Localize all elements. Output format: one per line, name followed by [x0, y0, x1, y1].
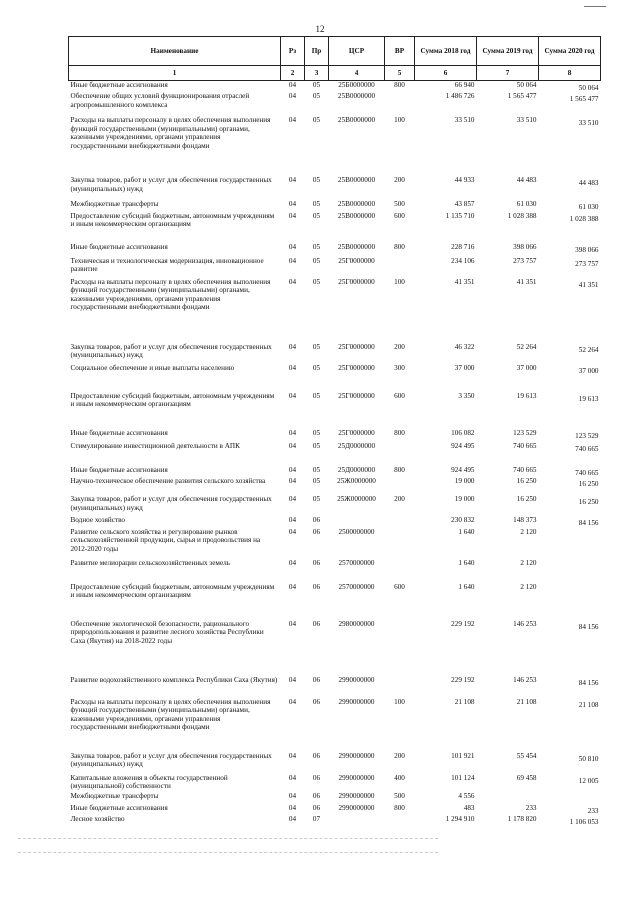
row-sum-2020: 398 066 — [575, 245, 599, 254]
row-rz: 04 — [288, 363, 297, 372]
row-sum-2019: 2 120 — [520, 558, 537, 567]
row-name: Научно-техническое обеспечение развития сельского хозяйства — [70, 477, 266, 486]
table-row — [69, 92, 601, 116]
header-sum-2018: Сумма 2018 год — [415, 37, 477, 66]
row-pr: 06 — [312, 697, 321, 706]
row-vr: 100 — [394, 697, 405, 706]
row-sum-2019: 1 178 820 — [507, 815, 537, 824]
row-sum-2020: 84 156 — [578, 519, 599, 528]
row-name: Развитие водохозяйственного комплекса Республики Саха (Якутия) — [70, 675, 278, 684]
row-sum-2018: 234 106 — [451, 256, 475, 265]
row-sum-2020 — [539, 559, 601, 583]
row-csr: 25В0000000 — [337, 116, 376, 125]
row-rz: 04 — [288, 773, 297, 782]
table-row — [69, 176, 601, 200]
row-name: Социальное обеспечение и иные выплаты населению — [70, 363, 235, 372]
row-name: Техническая и технологическая модернизация, инновационное развитие — [70, 256, 264, 274]
row-pr: 05 — [312, 256, 321, 265]
row-name: Предоставление субсидий бюджетным, автономным учреждениям и иным некоммерческим организациям — [70, 391, 275, 409]
row-csr: 25В0000000 — [337, 242, 376, 251]
row-sum-2018: 228 716 — [451, 242, 475, 251]
row-sum-2019: 233 — [525, 803, 537, 812]
row-sum-2018: 229 192 — [451, 675, 475, 684]
row-pr: 06 — [312, 619, 321, 628]
column-number: 6 — [415, 66, 477, 81]
row-rz: 04 — [288, 465, 297, 474]
row-sum-2019: 37 000 — [516, 363, 537, 372]
row-sum-2020: 21 108 — [578, 700, 599, 709]
row-pr: 05 — [312, 363, 321, 372]
header-sum-2019: Сумма 2019 год — [477, 37, 539, 66]
row-name: Закупка товаров, работ и услуг для обеспечения государственных (муниципальных) нужд — [70, 751, 272, 769]
column-number: 3 — [305, 66, 329, 81]
row-sum-2018: 19 000 — [454, 477, 475, 486]
row-name: Обеспечение общих условий функционирования отраслей агропромышленного комплекса — [70, 92, 250, 109]
row-name: Межбюджетные трансферты — [70, 791, 159, 800]
row-name: Расходы на выплаты персоналу в целях обеспечения выполнения функций государственными (муниципальными) органами, казенными учреждениями, органами управления государственными внебюджетными фондами — [70, 697, 271, 732]
row-sum-2020: 44 483 — [578, 179, 599, 188]
row-sum-2020: 16 250 — [578, 480, 599, 489]
row-sum-2019: 16 250 — [516, 495, 537, 504]
row-csr: 25Г0000000 — [338, 428, 375, 437]
column-number: 5 — [385, 66, 415, 81]
row-rz: 04 — [288, 342, 297, 351]
row-name: Расходы на выплаты персоналу в целях обеспечения выполнения функций государственными (муниципальными) органами, казенными учреждениями, органами управления государственными внебюджетными фондами — [70, 277, 271, 312]
row-sum-2020: 1 565 477 — [569, 95, 599, 104]
row-rz: 04 — [288, 815, 297, 824]
row-csr: 25В0000000 — [337, 211, 376, 220]
row-vr: 400 — [394, 773, 405, 782]
row-rz: 04 — [288, 791, 297, 800]
row-rz: 04 — [288, 391, 297, 400]
row-vr: 600 — [394, 582, 405, 591]
row-sum-2019: 21 108 — [516, 697, 537, 706]
row-pr: 06 — [312, 558, 321, 567]
row-pr: 05 — [312, 116, 321, 125]
row-sum-2019: 16 250 — [516, 477, 537, 486]
row-pr: 05 — [312, 441, 321, 450]
row-pr: 05 — [312, 391, 321, 400]
row-rz: 04 — [288, 242, 297, 251]
table-row — [69, 364, 601, 392]
row-csr — [329, 815, 385, 826]
row-name: Водное хозяйство — [70, 516, 126, 525]
table-row — [69, 583, 601, 620]
table-row — [69, 804, 601, 815]
row-sum-2018: 1 640 — [458, 527, 475, 536]
row-sum-2020 — [539, 583, 601, 620]
row-csr: 25Ж0000000 — [337, 495, 376, 504]
row-sum-2019: 398 066 — [513, 242, 537, 251]
header-pr: Пр — [305, 37, 329, 66]
row-pr: 05 — [312, 92, 321, 101]
row-sum-2018: 21 108 — [454, 697, 475, 706]
row-sum-2020 — [539, 528, 601, 559]
row-csr: 25В0000000 — [337, 200, 376, 209]
row-name: Стимулирование инвестиционной деятельности в АПК — [70, 441, 240, 450]
table-row — [69, 620, 601, 676]
row-rz: 04 — [288, 428, 297, 437]
row-rz: 04 — [288, 116, 297, 125]
row-csr: 25Г0000000 — [338, 256, 375, 265]
row-rz: 04 — [288, 619, 297, 628]
row-vr: 200 — [394, 751, 405, 760]
row-sum-2020: 33 510 — [578, 119, 599, 128]
page-number: 12 — [315, 24, 325, 34]
row-csr: 25В0000000 — [337, 176, 376, 185]
table-row — [69, 559, 601, 583]
row-sum-2018: 37 000 — [454, 363, 475, 372]
table-row — [69, 200, 601, 211]
row-sum-2019: 123 529 — [513, 428, 537, 437]
row-vr: 600 — [394, 391, 405, 400]
row-name: Закупка товаров, работ и услуг для обеспечения государственных (муниципальных) нужд — [70, 495, 272, 512]
row-pr: 06 — [312, 582, 321, 591]
row-rz: 04 — [288, 751, 297, 760]
row-rz: 04 — [288, 176, 297, 185]
table-row — [69, 442, 601, 466]
table-row — [69, 243, 601, 257]
row-vr: 800 — [394, 465, 405, 474]
table-row — [69, 477, 601, 495]
row-vr — [385, 477, 415, 495]
column-number: 2 — [281, 66, 305, 81]
row-name: Предоставление субсидий бюджетным, автономным учреждениям и иным некоммерческим организациям — [70, 211, 275, 229]
row-rz: 04 — [288, 495, 297, 504]
row-rz: 04 — [288, 803, 297, 812]
row-sum-2020: 50 810 — [578, 754, 599, 763]
table-row — [69, 278, 601, 343]
row-name: Закупка товаров, работ и услуг для обеспечения государственных (муниципальных) нужд — [70, 342, 272, 360]
row-vr — [385, 815, 415, 826]
row-csr: 2570000000 — [338, 582, 375, 591]
row-rz: 04 — [288, 558, 297, 567]
column-number: 4 — [329, 66, 385, 81]
row-rz: 04 — [288, 516, 297, 525]
row-name: Обеспечение экологической безопасности, рационального природопользования и развитие лесного хозяйства Республики Саха (Якутия) на 2018-2022 годы — [70, 619, 264, 645]
row-pr: 05 — [312, 176, 321, 185]
table-row — [69, 752, 601, 774]
row-csr: 25Д0000000 — [337, 465, 376, 474]
row-rz: 04 — [288, 441, 297, 450]
row-vr: 600 — [394, 211, 405, 220]
row-pr: 06 — [312, 773, 321, 782]
row-pr: 05 — [312, 211, 321, 220]
row-sum-2018: 44 933 — [454, 176, 475, 185]
row-csr: 25В0000000 — [337, 92, 376, 101]
row-rz: 04 — [288, 477, 297, 486]
row-pr: 05 — [312, 428, 321, 437]
row-sum-2019: 50 064 — [516, 81, 537, 89]
table-row — [69, 774, 601, 792]
row-sum-2020 — [539, 792, 601, 804]
row-csr: 2980000000 — [338, 619, 375, 628]
row-name: Предоставление субсидий бюджетным, автономным учреждениям и иным некоммерческим организациям — [70, 582, 275, 600]
row-csr: 2990000000 — [338, 675, 375, 684]
scan-mark — [584, 6, 606, 7]
row-sum-2020: 50 064 — [578, 84, 599, 92]
row-sum-2019: 2 120 — [520, 582, 537, 591]
table-row — [69, 698, 601, 752]
table-row — [69, 495, 601, 516]
row-sum-2020: 37 000 — [578, 366, 599, 375]
row-csr: 25Г0000000 — [338, 342, 375, 351]
row-sum-2018: 229 192 — [451, 619, 475, 628]
table-row — [69, 212, 601, 243]
row-sum-2020: 84 156 — [578, 678, 599, 687]
row-sum-2019: 2 120 — [520, 527, 537, 536]
row-sum-2019: 33 510 — [516, 116, 537, 125]
row-sum-2019: 146 253 — [513, 619, 537, 628]
row-sum-2018: 43 857 — [454, 200, 475, 209]
header-sum-2020: Сумма 2020 год — [539, 37, 601, 66]
row-rz: 04 — [288, 582, 297, 591]
row-csr: 2570000000 — [338, 558, 375, 567]
row-sum-2019: 740 665 — [513, 465, 537, 474]
table-row — [69, 392, 601, 429]
row-csr: 2990000000 — [338, 773, 375, 782]
column-number: 1 — [69, 66, 281, 81]
row-vr: 800 — [394, 428, 405, 437]
row-pr: 05 — [312, 495, 321, 504]
row-sum-2018: 101 124 — [451, 773, 475, 782]
row-pr: 05 — [312, 277, 321, 286]
row-sum-2018: 1 486 726 — [445, 92, 475, 101]
row-name: Расходы на выплаты персоналу в целях обеспечения выполнения функций государственными (муниципальными) органами, казенными учреждениями, органами управления государственными внебюджетными фондами — [70, 116, 271, 150]
row-vr — [385, 559, 415, 583]
row-sum-2018: 41 351 — [454, 277, 475, 286]
row-sum-2018: 924 495 — [451, 441, 475, 450]
row-sum-2018: 19 000 — [454, 495, 475, 504]
row-csr: 25Г0000000 — [338, 391, 375, 400]
row-sum-2019: 740 665 — [513, 441, 537, 450]
row-name: Капитальные вложения в объекты государственной (муниципальной) собственности — [70, 773, 228, 791]
row-name: Иные бюджетные ассигнования — [70, 803, 168, 812]
row-csr — [329, 516, 385, 527]
row-name: Иные бюджетные ассигнования — [70, 81, 168, 89]
row-pr: 05 — [312, 342, 321, 351]
row-pr: 05 — [312, 477, 321, 486]
row-sum-2020: 12 005 — [578, 776, 599, 785]
row-name: Иные бюджетные ассигнования — [70, 242, 168, 251]
row-sum-2018: 106 082 — [451, 428, 475, 437]
row-sum-2019: 1 565 477 — [507, 92, 537, 101]
row-vr: 500 — [394, 200, 405, 209]
row-sum-2018: 1 640 — [458, 558, 475, 567]
row-rz: 04 — [288, 697, 297, 706]
row-name: Развитие мелиорации сельскохозяйственных земель — [70, 558, 231, 567]
row-sum-2020: 273 757 — [575, 259, 599, 268]
row-sum-2020: 740 665 — [575, 444, 599, 453]
row-vr — [385, 676, 415, 698]
row-vr — [385, 620, 415, 676]
row-csr: 25Д0000000 — [337, 441, 376, 450]
row-pr: 05 — [312, 200, 321, 209]
row-rz: 04 — [288, 675, 297, 684]
row-sum-2018: 924 495 — [451, 465, 475, 474]
row-sum-2020: 84 156 — [578, 622, 599, 631]
row-vr — [385, 516, 415, 527]
row-csr: 25Г0000000 — [338, 363, 375, 372]
row-pr: 06 — [312, 675, 321, 684]
row-sum-2020: 1 028 388 — [569, 214, 599, 223]
row-sum-2019: 146 253 — [513, 675, 537, 684]
row-vr: 800 — [394, 242, 405, 251]
row-csr: 25Б0000000 — [338, 81, 375, 89]
row-csr: 2990000000 — [338, 791, 375, 800]
row-vr: 200 — [394, 495, 405, 504]
row-vr: 800 — [394, 81, 405, 89]
table-row — [69, 676, 601, 698]
row-sum-2019: 41 351 — [516, 277, 537, 286]
row-sum-2020: 41 351 — [578, 280, 599, 289]
table-row — [69, 792, 601, 804]
row-pr: 06 — [312, 751, 321, 760]
row-vr: 100 — [394, 277, 405, 286]
row-vr — [385, 528, 415, 559]
row-sum-2018: 1 640 — [458, 582, 475, 591]
row-pr: 05 — [312, 242, 321, 251]
row-sum-2019 — [477, 792, 539, 804]
row-name: Иные бюджетные ассигнования — [70, 428, 168, 437]
row-sum-2019: 148 373 — [513, 516, 537, 525]
row-pr: 07 — [312, 815, 321, 824]
header-rz: Рз — [281, 37, 305, 66]
row-pr: 05 — [312, 81, 321, 89]
header-csr: ЦСР — [329, 37, 385, 66]
row-sum-2019: 55 454 — [516, 751, 537, 760]
row-name: Межбюджетные трансферты — [70, 200, 159, 209]
header-row — [69, 37, 601, 66]
row-sum-2020: 123 529 — [575, 431, 599, 440]
row-name: Иные бюджетные ассигнования — [70, 465, 168, 474]
row-sum-2020: 52 264 — [578, 345, 599, 354]
row-csr: 2990000000 — [338, 803, 375, 812]
row-vr — [385, 442, 415, 466]
row-sum-2019: 52 264 — [516, 342, 537, 351]
row-pr: 06 — [312, 527, 321, 536]
row-sum-2019: 19 613 — [516, 391, 537, 400]
row-sum-2019: 69 458 — [516, 773, 537, 782]
row-csr: 2990000000 — [338, 751, 375, 760]
table-row — [69, 815, 601, 826]
table-row — [69, 116, 601, 176]
column-number: 7 — [477, 66, 539, 81]
table-row — [69, 466, 601, 477]
row-sum-2019: 273 757 — [513, 256, 537, 265]
column-number-row — [69, 66, 601, 81]
table-row — [69, 343, 601, 364]
row-sum-2018: 1 135 710 — [445, 211, 475, 220]
row-sum-2018: 230 832 — [451, 516, 475, 525]
table-row — [69, 528, 601, 559]
row-sum-2018: 483 — [463, 803, 475, 812]
header-name: Наименование — [69, 37, 281, 66]
row-rz: 04 — [288, 527, 297, 536]
row-pr: 05 — [312, 465, 321, 474]
table-row — [69, 429, 601, 442]
row-vr: 100 — [394, 116, 405, 125]
row-csr: 25Ж0000000 — [337, 477, 376, 486]
row-sum-2018: 66 940 — [454, 81, 475, 89]
row-rz: 04 — [288, 256, 297, 265]
row-sum-2018: 101 921 — [451, 751, 475, 760]
row-sum-2019: 1 028 388 — [507, 211, 537, 220]
row-vr: 200 — [394, 342, 405, 351]
table-row — [69, 81, 601, 93]
row-rz: 04 — [288, 200, 297, 209]
row-sum-2020: 16 250 — [578, 498, 599, 507]
row-csr: 25Г0000000 — [338, 277, 375, 286]
row-sum-2020: 19 613 — [578, 394, 599, 403]
scan-artifact — [18, 852, 438, 853]
table-row — [69, 257, 601, 278]
row-sum-2019: 61 030 — [516, 200, 537, 209]
row-vr — [385, 92, 415, 116]
row-sum-2020: 233 — [587, 806, 599, 815]
row-vr: 300 — [394, 363, 405, 372]
row-rz: 04 — [288, 277, 297, 286]
row-name: Закупка товаров, работ и услуг для обеспечения государственных (муниципальных) нужд — [70, 176, 272, 193]
row-rz: 04 — [288, 211, 297, 220]
row-sum-2020: 1 106 053 — [569, 818, 599, 827]
column-number: 8 — [539, 66, 601, 81]
header-vr: ВР — [385, 37, 415, 66]
row-csr: 2500000000 — [338, 527, 375, 536]
row-sum-2018: 46 322 — [454, 342, 475, 351]
row-name: Лесное хозяйство — [70, 815, 125, 824]
row-sum-2018: 1 294 910 — [445, 815, 475, 824]
row-sum-2019: 44 483 — [516, 176, 537, 185]
row-vr: 200 — [394, 176, 405, 185]
row-pr: 06 — [312, 516, 321, 525]
row-sum-2020: 740 665 — [575, 468, 599, 477]
row-name: Развитие сельского хозяйства и регулирование рынков сельскохозяйственной продукции, сырья и продовольствия на 2012-2020 годы — [70, 527, 261, 553]
row-csr: 2990000000 — [338, 697, 375, 706]
row-sum-2020: 61 030 — [578, 203, 599, 212]
row-rz: 04 — [288, 92, 297, 101]
row-sum-2018: 3 350 — [458, 391, 475, 400]
table-row — [69, 516, 601, 527]
row-sum-2018: 4 556 — [458, 791, 475, 800]
row-vr — [385, 257, 415, 278]
row-vr: 800 — [394, 803, 405, 812]
row-rz: 04 — [288, 81, 297, 89]
scan-artifact — [18, 838, 438, 839]
row-pr: 06 — [312, 803, 321, 812]
budget-table — [68, 36, 601, 827]
row-sum-2018: 33 510 — [454, 116, 475, 125]
row-vr: 500 — [394, 791, 405, 800]
row-pr: 06 — [312, 791, 321, 800]
